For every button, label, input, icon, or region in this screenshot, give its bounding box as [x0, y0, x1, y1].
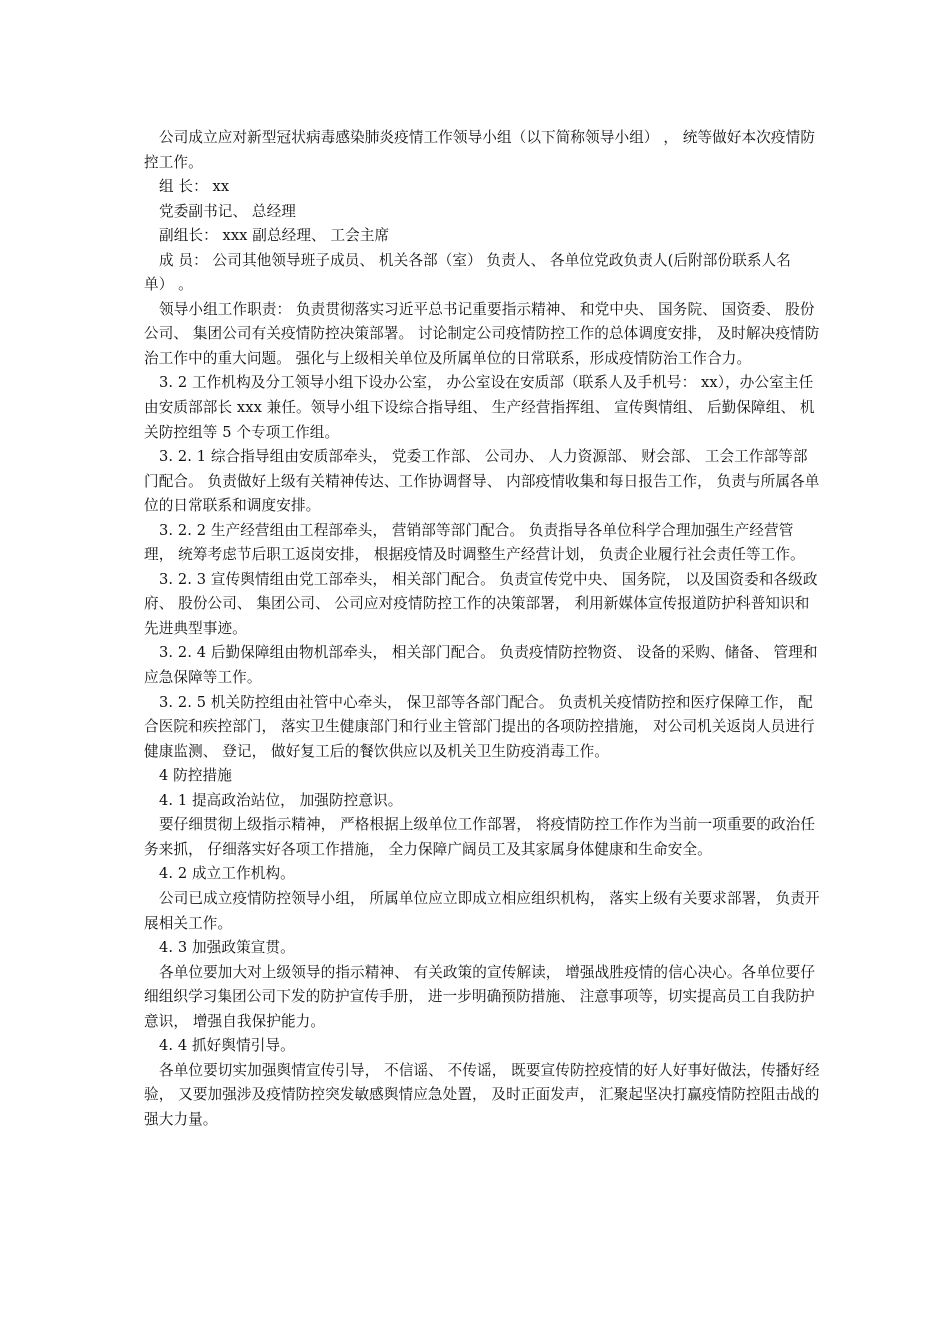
paragraph-section-4-1-body: 要仔细贯彻上级指示精神， 严格根据上级单位工作部署， 将疫情防控工作作为当前一项重要的政治任务来抓， 仔细落实好各项工作措施， 全力保障广阔员工及其家属身体健康和生命安全。	[144, 816, 816, 858]
paragraph-section-4-4-body: 各单位要切实加强舆情宣传引导， 不信谣、 不传谣， 既要宣传防控疫情的好人好事好做法，传播好经验， 又要加强涉及疫情防控突发敏感舆情应急处置， 及时正面发声， 汇聚起坚决打赢疫情防控阻击战的强大力量。	[144, 1061, 820, 1128]
heading-section-4-1: 4. 1 提高政治站位， 加强防控意识。	[159, 791, 403, 809]
paragraph-section-4-3-body: 各单位要加大对上级领导的指示精神、 有关政策的宣传解读， 增强战胜疫情的信心决心。各单位要仔细组织学习集团公司下发的防护宣传手册， 进一步明确预防措施、 注意事项等，切实提高员工自我防护意识， 增强自我保护能力。	[144, 963, 816, 1030]
paragraph-section-3-2: 3. 2 工作机构及分工领导小组下设办公室， 办公室设在安质部（联系人及手机号： xx），办公室主任由安质部部长 xxx 兼任。领导小组下设综合指导组、 生产经营指挥组、 宣传舆情组、 后勤保障组、 机关防控组等 5 个专项工作组。	[144, 374, 815, 441]
heading-section-4-4: 4. 4 抓好舆情引导。	[159, 1037, 295, 1055]
paragraph-group-leader: 组 长： xx	[159, 178, 230, 196]
paragraph-members: 成 员： 公司其他领导班子成员、 机关各部（室） 负责人、 各单位党政负责人(后附部份联系人名单） 。	[144, 251, 791, 294]
paragraph-section-3-2-5: 3. 2. 5 机关防控组由社管中心牵头， 保卫部等各部门配合。 负责机关疫情防控和医疗保障工作， 配合医院和疾控部门， 落实卫生健康部门和行业主管部门提出的各项防控措施， 对公司机关返岗人员进行健康监测、 登记， 做好复工后的餐饮供应以及机关卫生防疫消毒工作。	[144, 693, 815, 760]
paragraph-deputy-leader: 副组长： xxx 副总经理、 工会主席	[159, 227, 390, 245]
paragraph-section-3-2-1: 3. 2. 1 综合指导组由安质部牵头， 党委工作部、 公司办、 人力资源部、 财会部、 工会工作部等部门配合。 负责做好上级有关精神传达、工作协调督导、 内部疫情收集和每日报告工作， 负责与所属各单位的日常联系和调度安排。	[144, 448, 820, 515]
paragraph-section-3-2-2: 3. 2. 2 生产经营组由工程部牵头， 营销部等部门配合。 负责指导各单位科学合理加强生产经营管理， 统筹考虑节后职工返岗安排， 根据疫情及时调整生产经营计划， 负责企业履行社会责任等工作。	[144, 521, 805, 564]
paragraph-leader-title: 党委副书记、 总经理	[159, 202, 296, 220]
paragraph-section-3-2-4: 3. 2. 4 后勤保障组由物机部牵头， 相关部门配合。 负责疫情防控物资、 设备的采购、储备、 管理和应急保障等工作。	[144, 644, 818, 687]
paragraph-section-3-2-3: 3. 2. 3 宣传舆情组由党工部牵头， 相关部门配合。 负责宣传党中央、 国务院， 以及国资委和各级政府、 股份公司、 集团公司、 公司应对疫情防控工作的决策部署， 利用新媒体宣传报道防护科普知识和先进典型事迹。	[144, 570, 818, 637]
paragraph-leadership-group-intro: 公司成立应对新型冠状病毒感染肺炎疫情工作领导小组（以下简称领导小组） ， 统等做好本次疫情防控工作。	[144, 129, 816, 171]
document-body	[144, 126, 820, 1132]
heading-section-4-3: 4. 3 加强政策宣贯。	[159, 939, 295, 957]
heading-section-4: 4 防控措施	[159, 767, 232, 785]
heading-section-4-2: 4. 2 成立工作机构。	[159, 865, 295, 883]
paragraph-group-duties: 领导小组工作职责： 负责贯彻落实习近平总书记重要指示精神、 和党中央、 国务院、 国资委、 股份公司、 集团公司有关疫情防控决策部署。 讨论制定公司疫情防控工作的总体调度安排， 及时解决疫情防治工作中的重大问题。 强化与上级相关单位及所属单位的日常联系，形成疫情防治工作合力。	[144, 300, 820, 367]
paragraph-section-4-2-body: 公司已成立疫情防控领导小组， 所属单位应立即成立相应组织机构， 落实上级有关要求部署， 负责开展相关工作。	[144, 889, 820, 932]
